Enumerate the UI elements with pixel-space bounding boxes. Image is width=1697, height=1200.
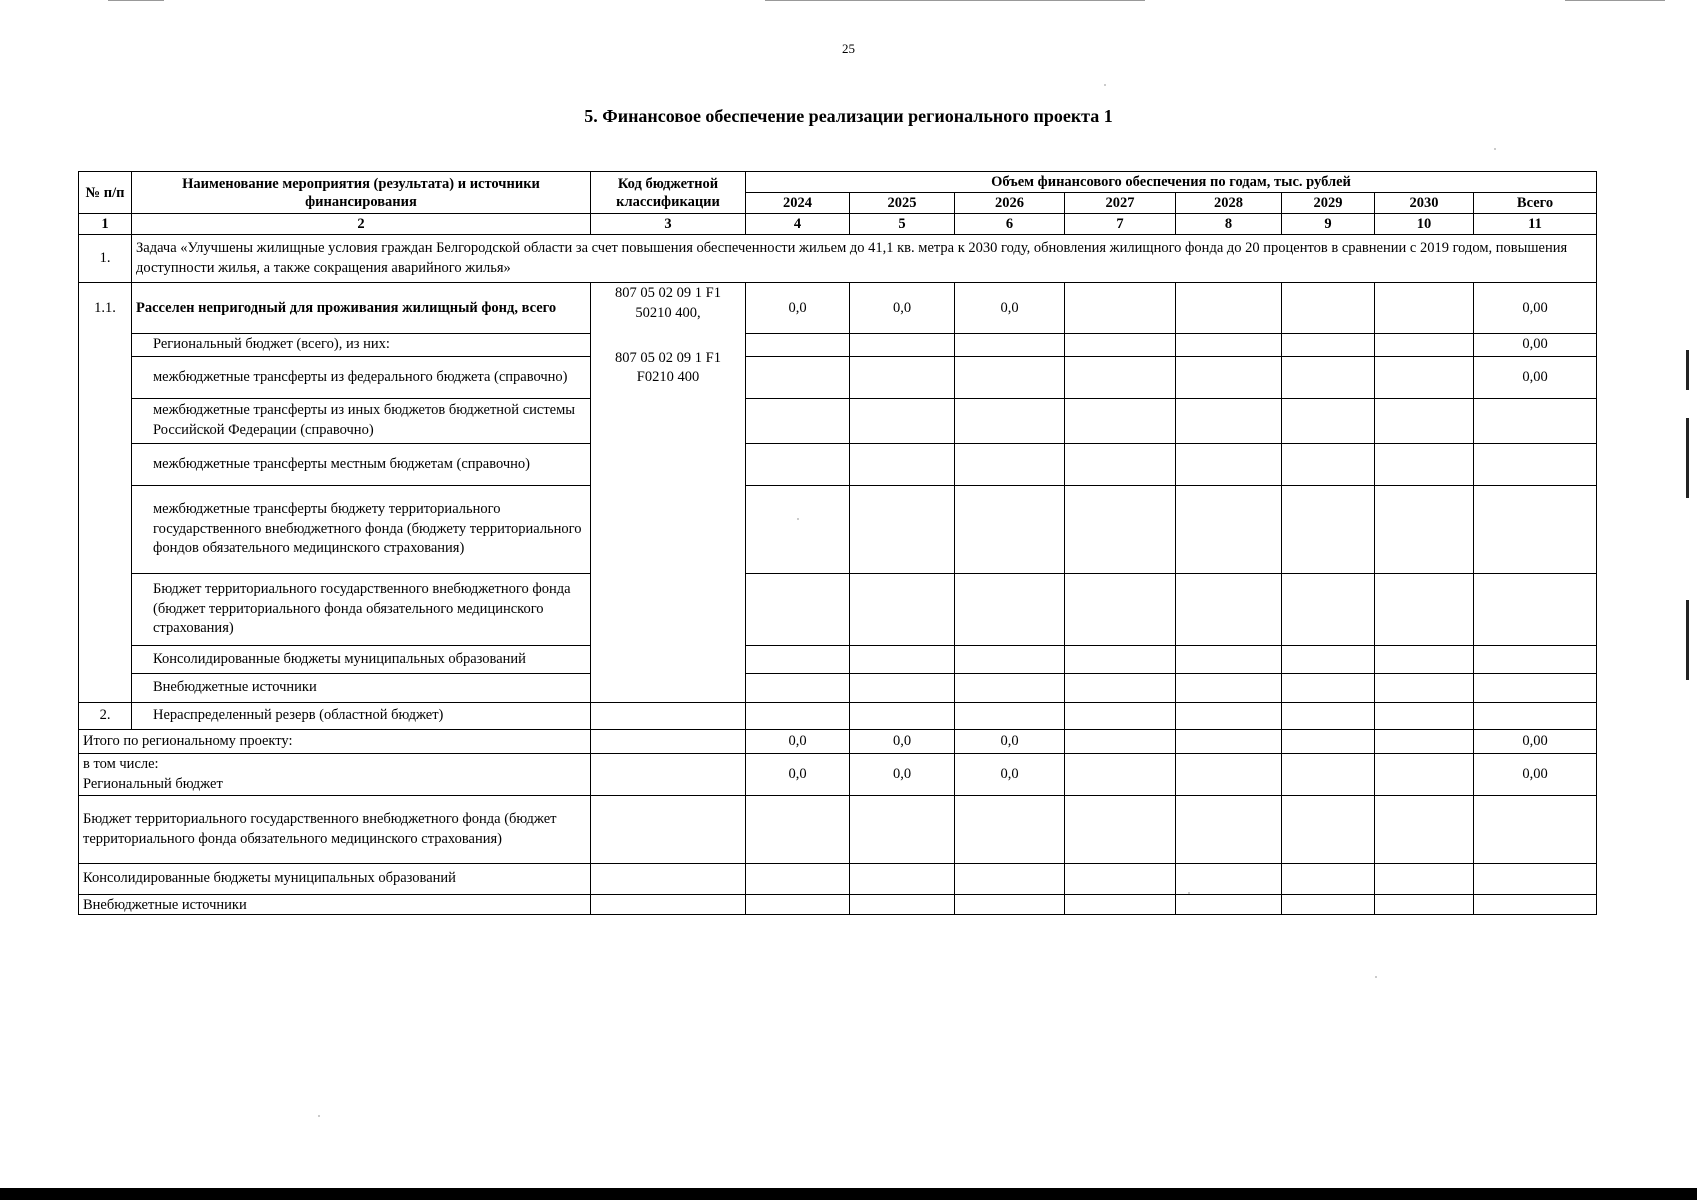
total-cell: [1474, 573, 1597, 645]
header-num: № п/п: [79, 172, 132, 214]
value-cell: [1375, 673, 1474, 702]
total-cell: 0,00: [1474, 356, 1597, 398]
value-cell: [1176, 796, 1282, 864]
value-cell: [746, 485, 850, 573]
page-title: 5. Финансовое обеспечение реализации регионального проекта 1: [584, 106, 1113, 126]
value-cell: [1375, 334, 1474, 357]
total-cell: [1474, 673, 1597, 702]
summary-name: Бюджет территориального государственного внебюджетного фонда (бюджет территориального фонда обязательного медицинского страхования): [79, 796, 591, 864]
value-cell: [1176, 864, 1282, 895]
value-cell: [1176, 673, 1282, 702]
column-number: 1: [79, 214, 132, 235]
value-cell: [1282, 729, 1375, 753]
total-cell: [1474, 864, 1597, 895]
value-cell: 0,0: [850, 729, 955, 753]
total-cell: [1474, 796, 1597, 864]
value-cell: [1282, 895, 1375, 915]
header-year: 2025: [850, 193, 955, 214]
value-cell: [1065, 895, 1176, 915]
value-cell: [746, 645, 850, 673]
value-cell: [1176, 573, 1282, 645]
value-cell: [955, 796, 1065, 864]
source-name: Консолидированные бюджеты муниципальных образований: [132, 645, 591, 673]
value-cell: [850, 864, 955, 895]
total-cell: [1474, 443, 1597, 485]
task-row: [79, 235, 1597, 283]
value-cell: [1176, 443, 1282, 485]
value-cell: [746, 895, 850, 915]
value-cell: [1176, 485, 1282, 573]
reserve-name: Нераспределенный резерв (областной бюджет): [132, 702, 591, 729]
header-row: [79, 172, 1597, 193]
value-cell: [1176, 334, 1282, 357]
header-year: 2024: [746, 193, 850, 214]
value-cell: [1375, 283, 1474, 334]
reserve-row: [79, 702, 1597, 729]
column-number: 6: [955, 214, 1065, 235]
header-total: Всего: [1474, 193, 1597, 214]
source-row: [79, 356, 1597, 398]
source-row: [79, 573, 1597, 645]
value-cell: [955, 864, 1065, 895]
budget-code-line: F0210 400: [636, 369, 700, 386]
value-cell: [746, 864, 850, 895]
value-cell: [955, 573, 1065, 645]
column-number: 8: [1176, 214, 1282, 235]
source-name: межбюджетные трансферты из иных бюджетов бюджетной системы Российской Федерации (справочно): [132, 398, 591, 443]
summary-row: [79, 796, 1597, 864]
column-numbers-row: [79, 214, 1597, 235]
value-cell: [1375, 729, 1474, 753]
column-number: 3: [591, 214, 746, 235]
value-cell: [1375, 485, 1474, 573]
column-number: 10: [1375, 214, 1474, 235]
value-cell: [746, 796, 850, 864]
value-cell: 0,0: [955, 283, 1065, 334]
reserve-num: 2.: [79, 702, 132, 729]
value-cell: [850, 573, 955, 645]
value-cell: [1282, 864, 1375, 895]
value-cell: [1282, 673, 1375, 702]
value-cell: [1065, 283, 1176, 334]
value-cell: [1065, 398, 1176, 443]
value-cell: [850, 443, 955, 485]
value-cell: 0,0: [746, 729, 850, 753]
value-cell: [850, 673, 955, 702]
source-name: межбюджетные трансферты местным бюджетам (справочно): [132, 443, 591, 485]
source-name: Региональный бюджет (всего), из них:: [132, 334, 591, 357]
value-cell: [1282, 573, 1375, 645]
value-cell: [1065, 864, 1176, 895]
value-cell: [1282, 645, 1375, 673]
source-name: Бюджет территориального государственного внебюджетного фонда (бюджет территориального фонда обязательного медицинского страхования): [132, 573, 591, 645]
value-cell: [850, 398, 955, 443]
value-cell: 0,0: [746, 753, 850, 795]
value-cell: 0,0: [955, 753, 1065, 795]
value-cell: [1282, 796, 1375, 864]
column-number: 4: [746, 214, 850, 235]
value-cell: [1375, 864, 1474, 895]
value-cell: [1065, 443, 1176, 485]
page-number: 25: [842, 41, 855, 56]
task-num: 1.: [79, 235, 132, 283]
source-row: [79, 645, 1597, 673]
source-name: Внебюджетные источники: [132, 673, 591, 702]
value-cell: [1282, 334, 1375, 357]
source-row: [79, 334, 1597, 357]
summary-row: [79, 895, 1597, 915]
header-year: 2029: [1282, 193, 1375, 214]
value-cell: [746, 673, 850, 702]
value-cell: [746, 356, 850, 398]
source-row: [79, 443, 1597, 485]
value-cell: [1176, 645, 1282, 673]
value-cell: [1375, 443, 1474, 485]
budget-code: [591, 283, 746, 703]
value-cell: [850, 645, 955, 673]
value-cell: [1282, 356, 1375, 398]
header-year: 2026: [955, 193, 1065, 214]
total-cell: 0,00: [1474, 334, 1597, 357]
value-cell: [1065, 796, 1176, 864]
column-number: 5: [850, 214, 955, 235]
header-year: 2030: [1375, 193, 1474, 214]
budget-code-line: 50210 400,: [635, 304, 701, 321]
value-cell: [1065, 334, 1176, 357]
value-cell: [1065, 673, 1176, 702]
value-cell: [1375, 573, 1474, 645]
value-cell: [1282, 485, 1375, 573]
value-cell: [746, 398, 850, 443]
value-cell: [1282, 753, 1375, 795]
value-cell: [955, 895, 1065, 915]
column-number: 11: [1474, 214, 1597, 235]
value-cell: [1375, 645, 1474, 673]
summary-name: Внебюджетные источники: [79, 895, 591, 915]
header-volume: Объем финансового обеспечения по годам, тыс. рублей: [746, 172, 1597, 193]
value-cell: [1282, 283, 1375, 334]
value-cell: [955, 673, 1065, 702]
source-name: межбюджетные трансферты бюджету территориального государственного внебюджетного фонда (бюджету территориального фондов обязательного медицинского страхования): [132, 485, 591, 573]
value-cell: 0,0: [850, 283, 955, 334]
value-cell: [1176, 895, 1282, 915]
task-text: Задача «Улучшены жилищные условия граждан Белгородской области за счет повышения обеспеченности жильем до 41,1 кв. метра к 2030 году, обновления жилищного фонда до 20 процентов в сравнении с 2019 годом, повышения доступности жилья, а также сокращения аварийного жилья»: [132, 235, 1597, 283]
item-name: Расселен непригодный для проживания жилищный фонд, всего: [132, 283, 591, 334]
source-row: [79, 398, 1597, 443]
summary-row: [79, 753, 1597, 795]
value-cell: [1176, 356, 1282, 398]
budget-code-line: 807 05 02 09 1 F1: [615, 349, 721, 366]
value-cell: [1375, 356, 1474, 398]
summary-name: Итого по региональному проекту:: [79, 729, 591, 753]
item-row: [79, 283, 1597, 334]
total-cell: [1474, 398, 1597, 443]
value-cell: [1282, 443, 1375, 485]
value-cell: [1176, 283, 1282, 334]
value-cell: [1375, 753, 1474, 795]
column-number: 2: [132, 214, 591, 235]
summary-row: [79, 864, 1597, 895]
summary-row: [79, 729, 1597, 753]
value-cell: [1282, 398, 1375, 443]
value-cell: 0,0: [850, 753, 955, 795]
total-cell: [1474, 485, 1597, 573]
value-cell: [1176, 753, 1282, 795]
financing-table: [78, 171, 1597, 915]
value-cell: [1375, 895, 1474, 915]
header-name: Наименование мероприятия (результата) и источники финансирования: [132, 172, 591, 214]
value-cell: 0,0: [955, 729, 1065, 753]
total-cell: [1474, 645, 1597, 673]
value-cell: [955, 645, 1065, 673]
summary-name: Консолидированные бюджеты муниципальных образований: [79, 864, 591, 895]
budget-code-line: 807 05 02 09 1 F1: [615, 285, 721, 302]
value-cell: [746, 573, 850, 645]
total-cell: [1474, 895, 1597, 915]
value-cell: [850, 485, 955, 573]
header-code: Код бюджетной классификации: [591, 172, 746, 214]
source-name: межбюджетные трансферты из федерального бюджета (справочно): [132, 356, 591, 398]
value-cell: [850, 895, 955, 915]
header-year: 2028: [1176, 193, 1282, 214]
summary-name-line: Региональный бюджет: [83, 775, 223, 792]
source-row: [79, 673, 1597, 702]
value-cell: [955, 485, 1065, 573]
value-cell: [955, 398, 1065, 443]
scan-border: [0, 1188, 1697, 1200]
value-cell: [1065, 753, 1176, 795]
item-num: 1.1.: [79, 283, 132, 703]
value-cell: [1065, 573, 1176, 645]
value-cell: [1176, 398, 1282, 443]
summary-name-line: в том числе:: [83, 755, 159, 772]
value-cell: [850, 796, 955, 864]
header-year: 2027: [1065, 193, 1176, 214]
column-number: 7: [1065, 214, 1176, 235]
source-row: [79, 485, 1597, 573]
value-cell: [1375, 398, 1474, 443]
value-cell: [850, 334, 955, 357]
value-cell: [955, 356, 1065, 398]
value-cell: [850, 356, 955, 398]
column-number: 9: [1282, 214, 1375, 235]
value-cell: [1375, 796, 1474, 864]
value-cell: [1065, 356, 1176, 398]
value-cell: [1065, 645, 1176, 673]
value-cell: 0,0: [746, 283, 850, 334]
value-cell: [746, 443, 850, 485]
value-cell: [955, 334, 1065, 357]
value-cell: [1065, 729, 1176, 753]
value-cell: [1065, 485, 1176, 573]
total-cell: 0,00: [1474, 283, 1597, 334]
total-cell: 0,00: [1474, 753, 1597, 795]
summary-name: [79, 753, 591, 795]
total-cell: 0,00: [1474, 729, 1597, 753]
value-cell: [746, 334, 850, 357]
value-cell: [955, 443, 1065, 485]
value-cell: [1176, 729, 1282, 753]
